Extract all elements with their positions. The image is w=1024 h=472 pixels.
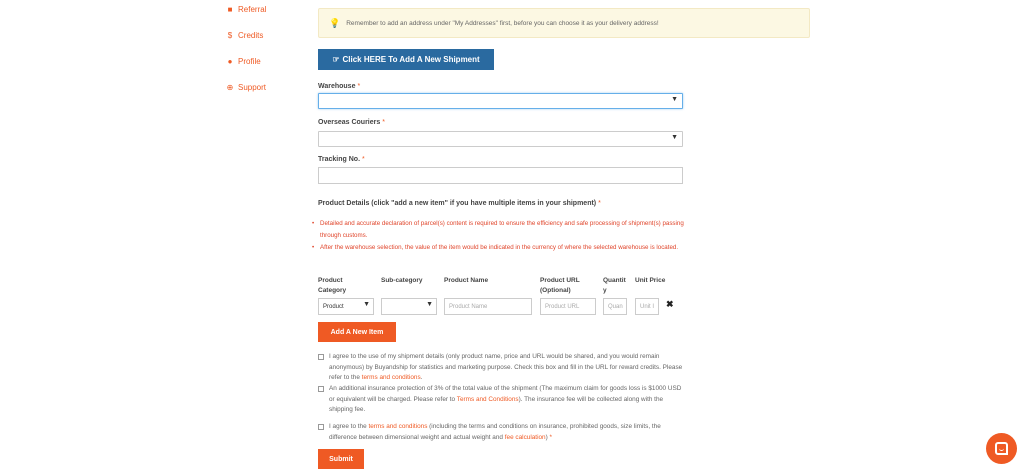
add-new-item-button[interactable]: Add A New Item — [318, 322, 396, 342]
insurance-checkbox[interactable] — [318, 386, 324, 392]
remove-item-icon[interactable]: ✖ — [666, 299, 674, 309]
tracking-input[interactable] — [318, 167, 683, 184]
required-mark: * — [357, 83, 361, 90]
terms-checkbox[interactable] — [318, 424, 324, 430]
data-sharing-checkbox[interactable] — [318, 354, 324, 360]
hand-pointer-icon: ☞ — [332, 55, 340, 64]
unit-price-input[interactable]: Unit I — [635, 298, 659, 315]
terms-link[interactable]: terms and conditions — [368, 423, 428, 430]
sidebar-item-label: Profile — [238, 56, 261, 66]
agreement-body: I agree to the — [329, 423, 369, 430]
sidebar-item-referral[interactable] — [225, 0, 266, 22]
agreement-tail: . — [420, 374, 423, 381]
caret-down-icon: ▼ — [671, 96, 678, 103]
product-category-select[interactable] — [318, 298, 374, 315]
product-category-value: Product — [323, 303, 344, 310]
warehouse-label — [318, 83, 360, 90]
warehouse-label-text: Warehouse — [318, 83, 356, 90]
caret-down-icon: ▼ — [426, 301, 433, 308]
agreement-tail: ) — [545, 433, 548, 441]
required-mark: * — [549, 433, 553, 441]
lightbulb-icon: 💡 — [329, 17, 341, 28]
chat-bubble-icon — [995, 442, 1008, 455]
sidebar-item-label: Referral — [238, 4, 267, 14]
warehouse-select[interactable] — [318, 93, 683, 109]
notice-text: Remember to add an address under "My Addresses" first, before you can choose it as your delivery address! — [346, 19, 659, 27]
col-product-name: Product Name — [444, 277, 489, 284]
col-unit-price: Unit Price — [635, 277, 666, 284]
sidebar-item-support[interactable] — [225, 74, 266, 100]
chat-launcher[interactable] — [986, 433, 1017, 464]
couriers-label — [318, 119, 385, 126]
product-url-input[interactable]: Product URL — [540, 298, 596, 315]
col-sub-category: Sub-category — [381, 277, 423, 284]
warning-item: • Detailed and accurate declaration of parcel(s) content is required to ensure the efficiency and safe processing of shipment(s) passing through customs. — [310, 218, 690, 242]
product-details-text: Product Details (click "add a new item" if you have multiple items in your shipment) — [318, 200, 597, 207]
sidebar-item-profile[interactable] — [225, 48, 266, 74]
agreement-text — [329, 422, 688, 443]
lifebuoy-icon: ⊕ — [226, 82, 234, 92]
tracking-label — [318, 156, 365, 163]
required-mark: * — [598, 200, 601, 207]
sidebar — [225, 0, 266, 100]
agreement-tail: ). The insurance fee will be collected along with the shipping fee. — [329, 395, 664, 413]
product-details-label — [318, 200, 601, 207]
agreement-data-sharing — [318, 352, 688, 384]
required-mark: * — [362, 156, 365, 163]
tracking-label-text: Tracking No. — [318, 156, 361, 163]
required-mark: * — [382, 119, 385, 126]
add-new-shipment-button[interactable] — [318, 49, 494, 70]
sub-category-select[interactable] — [381, 298, 437, 315]
submit-button[interactable]: Submit — [318, 449, 364, 469]
col-product-category: Product Category — [318, 277, 347, 294]
warning-item: • After the warehouse selection, the value of the item would be indicated in the currency of where the selected warehouse is located. — [310, 242, 690, 254]
col-quantity: Quantity — [603, 277, 626, 294]
sidebar-item-label: Credits — [238, 30, 264, 40]
address-notice — [318, 8, 810, 38]
agreement-text — [329, 352, 688, 384]
fee-calculation-link[interactable]: fee calculation — [504, 433, 546, 441]
couriers-select[interactable] — [318, 131, 683, 147]
caret-down-icon: ▼ — [671, 134, 678, 141]
terms-link[interactable]: Terms and Conditions — [456, 395, 519, 403]
dollar-icon: $ — [227, 30, 233, 40]
agreement-body: I agree to the use of my shipment details (only product name, price and URL would be shared, and you would remain anonymous) by Buyandship for statistics and marketing purpose. Check this box and fill in the URL for reward credits. Please refer to the — [329, 353, 683, 381]
col-product-url: Product URL (Optional) — [540, 277, 580, 294]
caret-down-icon: ▼ — [363, 301, 370, 308]
declaration-warnings — [310, 218, 690, 254]
agreement-text — [329, 384, 688, 416]
agreement-terms — [318, 422, 688, 443]
agreement-middle: (including the terms and conditions on insurance, prohibited goods, size limits, the difference between dimensional weight and actual weight and — [329, 423, 661, 441]
agreement-insurance — [318, 384, 688, 416]
sidebar-item-credits[interactable] — [225, 22, 266, 48]
product-name-input[interactable]: Product Name — [444, 298, 532, 315]
gift-icon: ■ — [227, 4, 233, 14]
couriers-label-text: Overseas Couriers — [318, 119, 381, 126]
terms-link[interactable]: terms and conditions — [361, 374, 421, 381]
add-new-shipment-label: Click HERE To Add A New Shipment — [342, 55, 480, 64]
agreement-body: An additional insurance protection of 3% of the total value of the shipment (The maximum claim for goods loss is $1000 USD or equivalent will be charged. Please refer to — [329, 385, 682, 403]
user-icon: ● — [227, 56, 233, 66]
quantity-input[interactable]: Quan — [603, 298, 627, 315]
sidebar-item-label: Support — [238, 82, 267, 92]
